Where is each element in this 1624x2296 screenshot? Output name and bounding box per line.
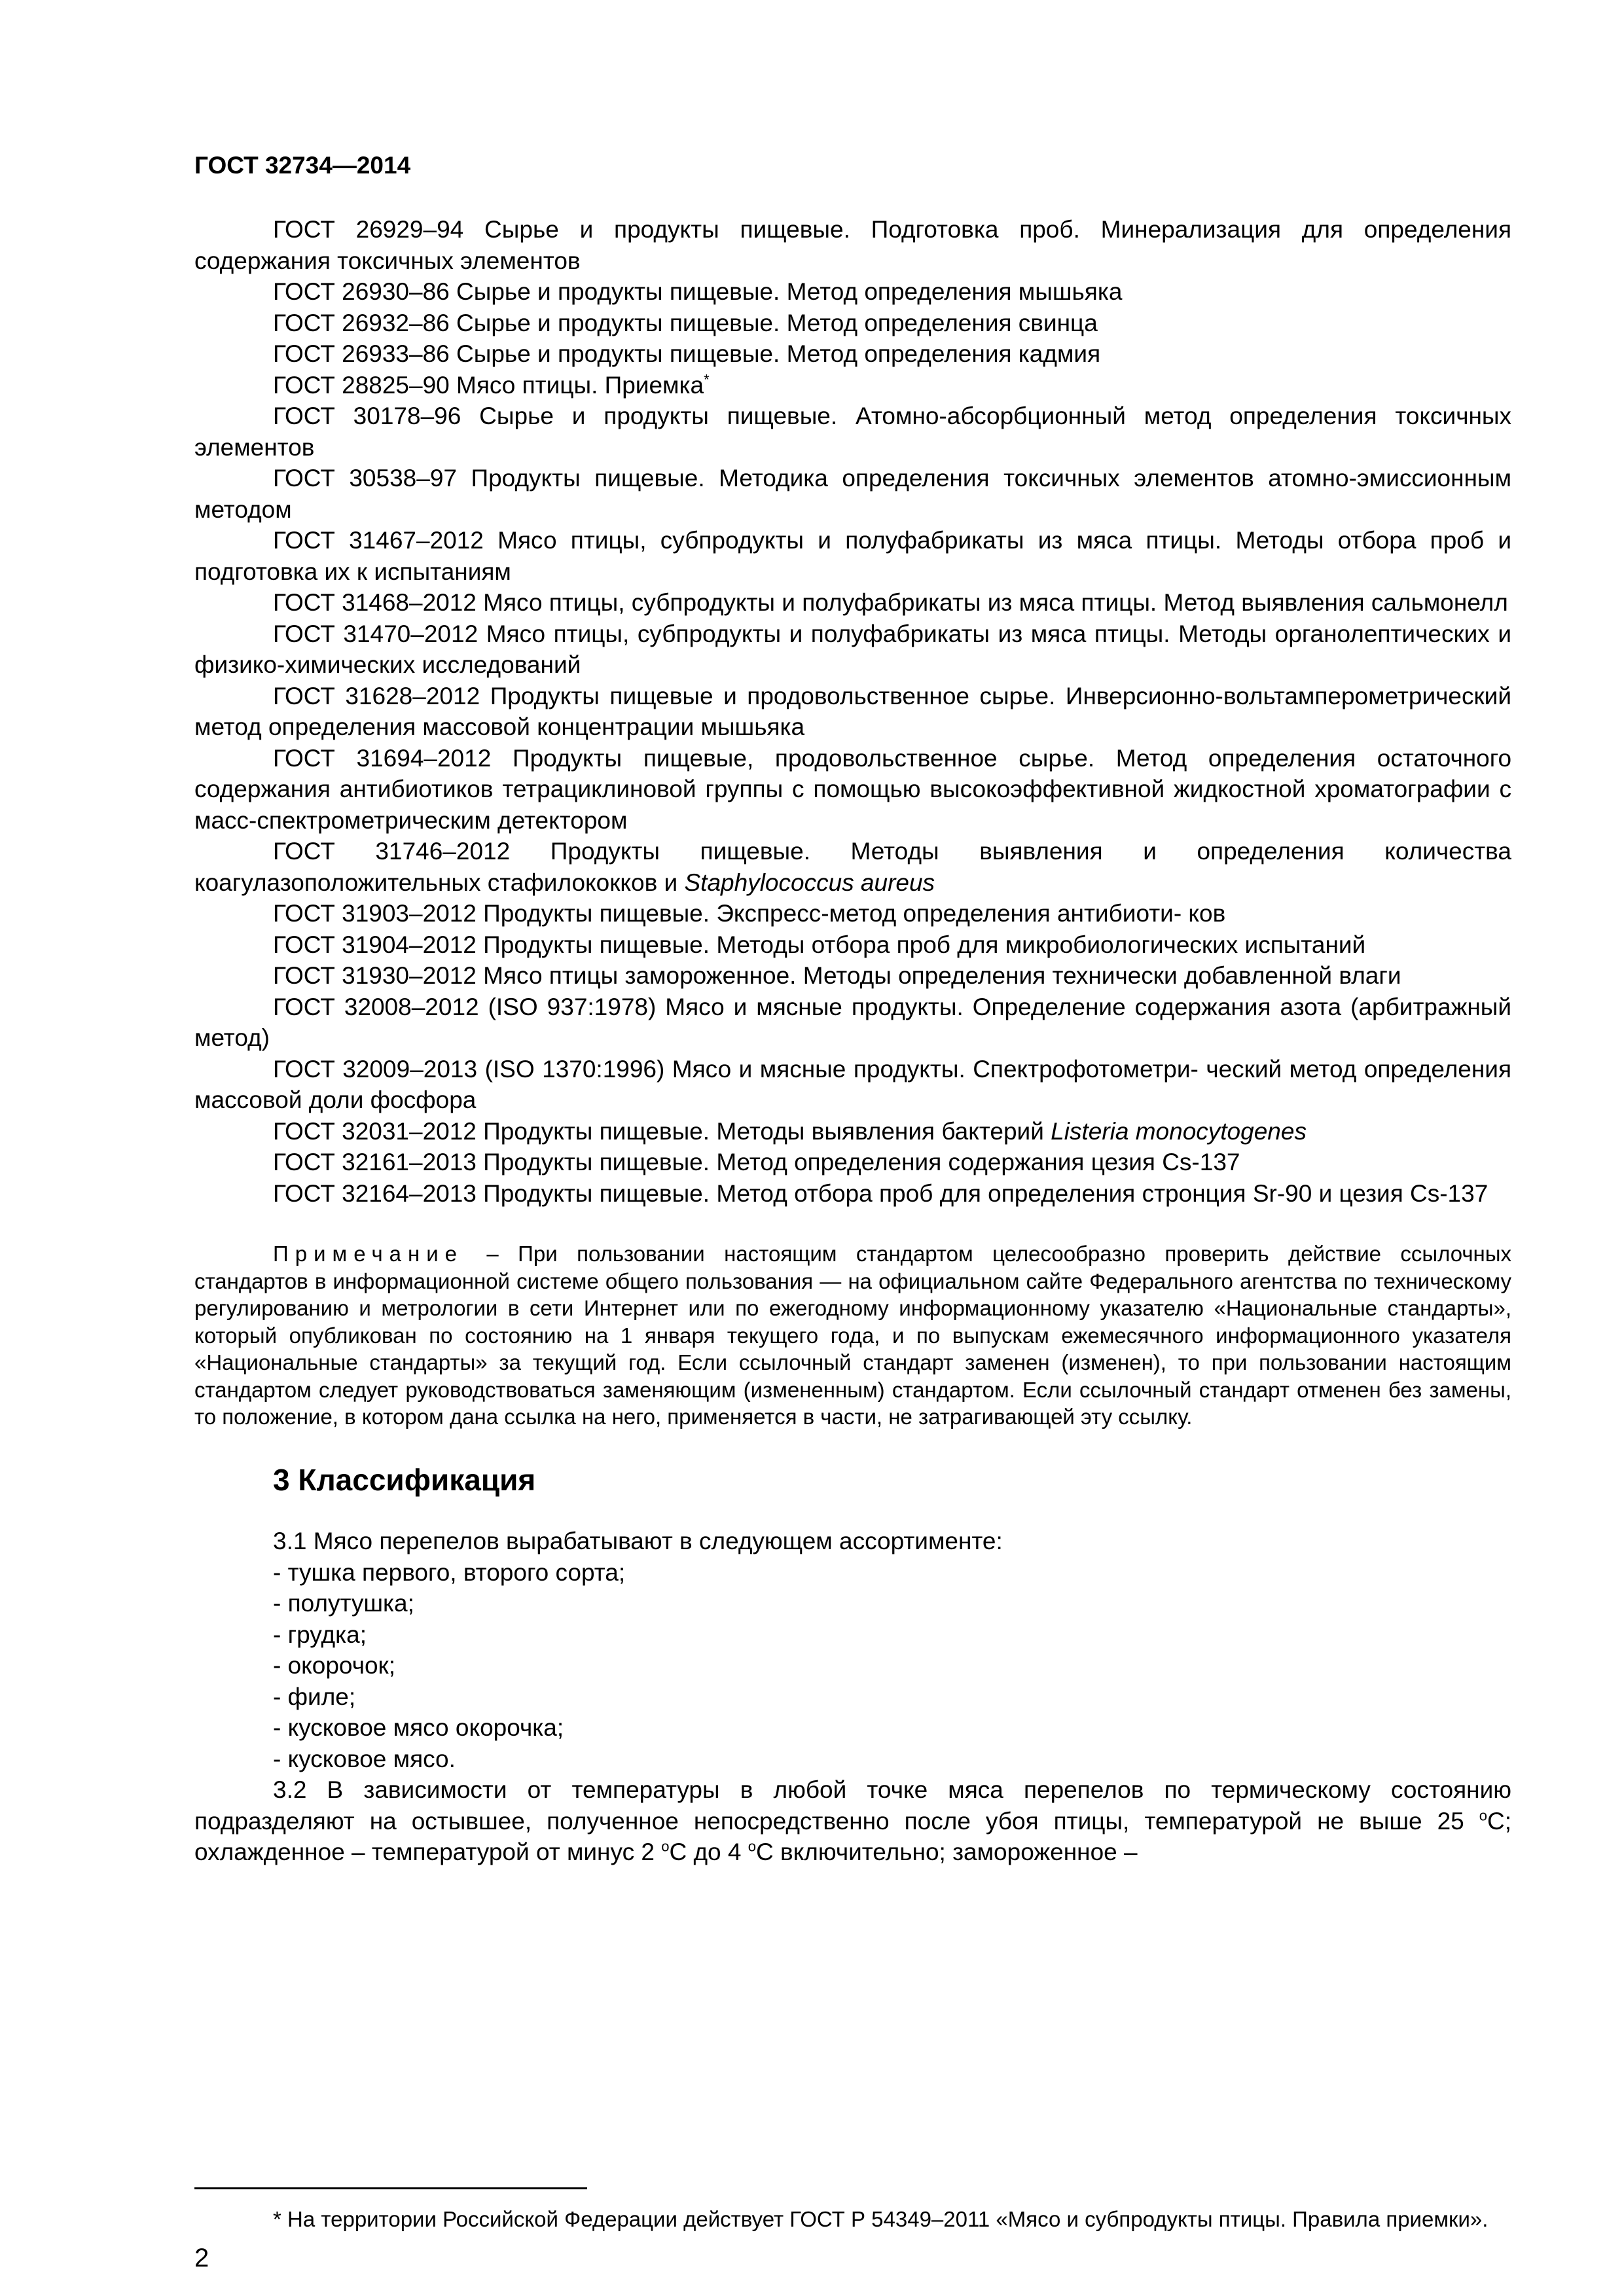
list-item: - тушка первого, второго сорта; <box>273 1558 626 1586</box>
clause-3-2-part-b: C; охлажденное – температурой от минус 2 <box>194 1807 1511 1865</box>
reference-title: (ISO 1370:1996) Мясо и мясные продукты. Спектрофотометри- ческий метод определения массовой доли фосфора <box>194 1055 1512 1113</box>
degree-sign: o <box>1479 1807 1487 1824</box>
reference-code: ГОСТ 26933–86 <box>273 340 450 367</box>
reference-title: Продукты пищевые. Экспресс-метод определения антибиоти- ков <box>483 900 1226 927</box>
reference-title: Продукты пищевые. Методика определения токсичных элементов атомно-эмиссионным методом <box>194 465 1512 523</box>
reference-item <box>194 992 1511 1054</box>
reference-title: Мясо птицы. Приемка <box>456 371 704 399</box>
reference-code: ГОСТ 31694–2012 <box>273 744 492 772</box>
list-item: - кусковое мясо. <box>273 1745 456 1772</box>
reference-title: Мясо птицы, субпродукты и полуфабрикаты из мяса птицы. Метод выявления сальмонелл <box>483 589 1508 616</box>
reference-title: Продукты пищевые. Методы выявления и определения количества коагулазоположительных стафилококков и <box>194 838 1511 896</box>
footnote: * На территории Российской Федерации действует ГОСТ Р 54349–2011 «Мясо и субпродукты птицы. Правила приемки». <box>273 2207 1489 2231</box>
reference-code: ГОСТ 30178–96 <box>273 403 461 429</box>
reference-code: ГОСТ 31468–2012 <box>273 589 477 616</box>
clause-3-1: 3.1 Мясо перепелов вырабатывают в следующем ассортименте: <box>273 1528 1003 1554</box>
clause-3-2-part-c: C до 4 <box>669 1839 748 1865</box>
reference-title: Продукты пищевые, продовольственное сырье. Метод определения остаточного содержания антибиотиков тетрациклиновой группы с помощью высокоэффективной жидкостной хроматографии с масс-спектрометрическим детектором <box>194 744 1512 834</box>
reference-title: Продукты пищевые. Методы выявления бактерий <box>483 1117 1044 1145</box>
reference-code: ГОСТ 26932–86 <box>273 309 450 336</box>
reference-code: ГОСТ 31904–2012 <box>273 931 477 958</box>
degree-sign: o <box>661 1838 670 1855</box>
reference-item <box>194 308 1511 339</box>
reference-title: Продукты пищевые. Методы отбора проб для микробиологических испытаний <box>483 931 1366 958</box>
list-item: - филе; <box>273 1683 356 1710</box>
reference-code: ГОСТ 32009–2013 <box>273 1055 478 1083</box>
reference-code: ГОСТ 32031–2012 <box>273 1117 477 1145</box>
reference-item <box>194 525 1511 587</box>
reference-code: ГОСТ 31467–2012 <box>273 527 484 554</box>
reference-item <box>194 1054 1511 1116</box>
reference-item <box>194 214 1511 276</box>
reference-title: Продукты пищевые. Метод определения содержания цезия Cs-137 <box>483 1149 1240 1175</box>
reference-code: ГОСТ 31903–2012 <box>273 900 477 927</box>
reference-code: ГОСТ 32161–2013 <box>273 1149 477 1175</box>
reference-title: Мясо птицы, субпродукты и полуфабрикаты из мяса птицы. Методы органолептических и физико-химических исследований <box>194 620 1512 678</box>
list-item: - окорочок; <box>273 1652 396 1679</box>
reference-latin-name: Listeria monocytogenes <box>1051 1117 1307 1145</box>
clause-3-2-part-a: 3.2 В зависимости от температуры в любой точке мяса перепелов по термическому состоянию подразделяют на остывшее, полученное непосредственно после убоя птицы, температурой не выше 25 <box>194 1776 1511 1835</box>
reference-item <box>194 338 1511 370</box>
reference-code: ГОСТ 26929–94 <box>273 216 464 243</box>
reference-code: ГОСТ 31930–2012 <box>273 962 477 989</box>
reference-item <box>194 681 1511 743</box>
reference-item <box>194 619 1511 681</box>
reference-title: Сырье и продукты пищевые. Метод определения кадмия <box>456 340 1101 367</box>
reference-code: ГОСТ 32008–2012 <box>273 993 479 1020</box>
reference-item <box>194 929 1511 961</box>
reference-latin-name: Staphylococcus aureus <box>684 869 935 896</box>
reference-title: Сырье и продукты пищевые. Метод определения мышьяка <box>456 278 1123 305</box>
reference-list <box>194 214 1511 1209</box>
reference-item <box>194 370 1511 401</box>
reference-code: ГОСТ 32164–2013 <box>273 1179 477 1207</box>
document-body <box>194 214 1511 1868</box>
reference-title: Продукты пищевые и продовольственное сырье. Инверсионно-вольтамперометрический метод определения массовой концентрации мышьяка <box>194 682 1511 740</box>
list-item: - кусковое мясо окорочка; <box>273 1714 564 1741</box>
footnote-divider <box>194 2187 587 2189</box>
footnote-mark: * <box>704 371 710 388</box>
reference-title: Мясо птицы, субпродукты и полуфабрикаты из мяса птицы. Методы отбора проб и подготовка их к испытаниям <box>194 527 1512 585</box>
clause-3-2-part-d: C включительно; замороженное – <box>756 1839 1138 1865</box>
reference-code: ГОСТ 31628–2012 <box>273 682 480 709</box>
assortment-list <box>194 1557 1511 1775</box>
reference-title: (ISO 937:1978) Мясо и мясные продукты. Определение содержания азота (арбитражный метод) <box>194 993 1512 1051</box>
reference-code: ГОСТ 31470–2012 <box>273 620 478 647</box>
reference-code: ГОСТ 31746–2012 <box>273 838 511 865</box>
note-paragraph <box>194 1240 1511 1431</box>
reference-item <box>194 836 1511 898</box>
degree-sign: o <box>748 1838 757 1855</box>
reference-title: Мясо птицы замороженное. Методы определения технически добавленной влаги <box>483 962 1401 989</box>
document-header: ГОСТ 32734—2014 <box>194 152 411 179</box>
reference-title: Продукты пищевые. Метод отбора проб для определения стронция Sr-90 и цезия Cs-137 <box>483 1179 1489 1207</box>
reference-item <box>194 463 1511 525</box>
page-number: 2 <box>194 2244 209 2272</box>
reference-code: ГОСТ 26930–86 <box>273 278 450 305</box>
reference-item <box>194 1116 1511 1147</box>
reference-title: Сырье и продукты пищевые. Атомно-абсорбционный метод определения токсичных элементов <box>194 403 1512 461</box>
section-heading: 3 Классификация <box>273 1462 536 1497</box>
reference-code: ГОСТ 30538–97 <box>273 465 457 492</box>
reference-item <box>194 276 1511 308</box>
reference-title: Сырье и продукты пищевые. Подготовка проб. Минерализация для определения содержания токсичных элементов <box>194 216 1511 274</box>
note-text: – При пользовании настоящим стандартом целесообразно проверить действие ссылочных стандартов в информационной системе общего пользования — на официальном сайте Федерального агентства по техническому регулированию и метрологии в сети Интернет или по ежегодному информационному указателю «Национальные стандарты», который опубликован по состоянию на 1 января текущего года, и по выпускам ежемесячного информационного указателя «Национальные стандарты» за текущий год. Если ссылочный стандарт заменен (изменен), то при пользовании настоящим стандартом следует руководствоваться заменяющим (измененным) стандартом. Если ссылочный стандарт отменен без замены, то положение, в котором дана ссылка на него, применяется в части, не затрагивающей эту ссылку. <box>194 1242 1511 1429</box>
reference-item <box>194 898 1511 929</box>
reference-item <box>194 587 1511 619</box>
list-item: - полутушка; <box>273 1590 414 1617</box>
reference-item <box>194 1178 1511 1210</box>
reference-item <box>194 743 1511 836</box>
note-label: Примечание <box>273 1242 464 1266</box>
reference-item <box>194 401 1511 463</box>
reference-item <box>194 1147 1511 1178</box>
list-item: - грудка; <box>273 1621 367 1648</box>
reference-code: ГОСТ 28825–90 <box>273 371 450 399</box>
reference-item <box>194 960 1511 992</box>
clause-3-2 <box>194 1774 1511 1868</box>
reference-title: Сырье и продукты пищевые. Метод определения свинца <box>456 309 1098 336</box>
